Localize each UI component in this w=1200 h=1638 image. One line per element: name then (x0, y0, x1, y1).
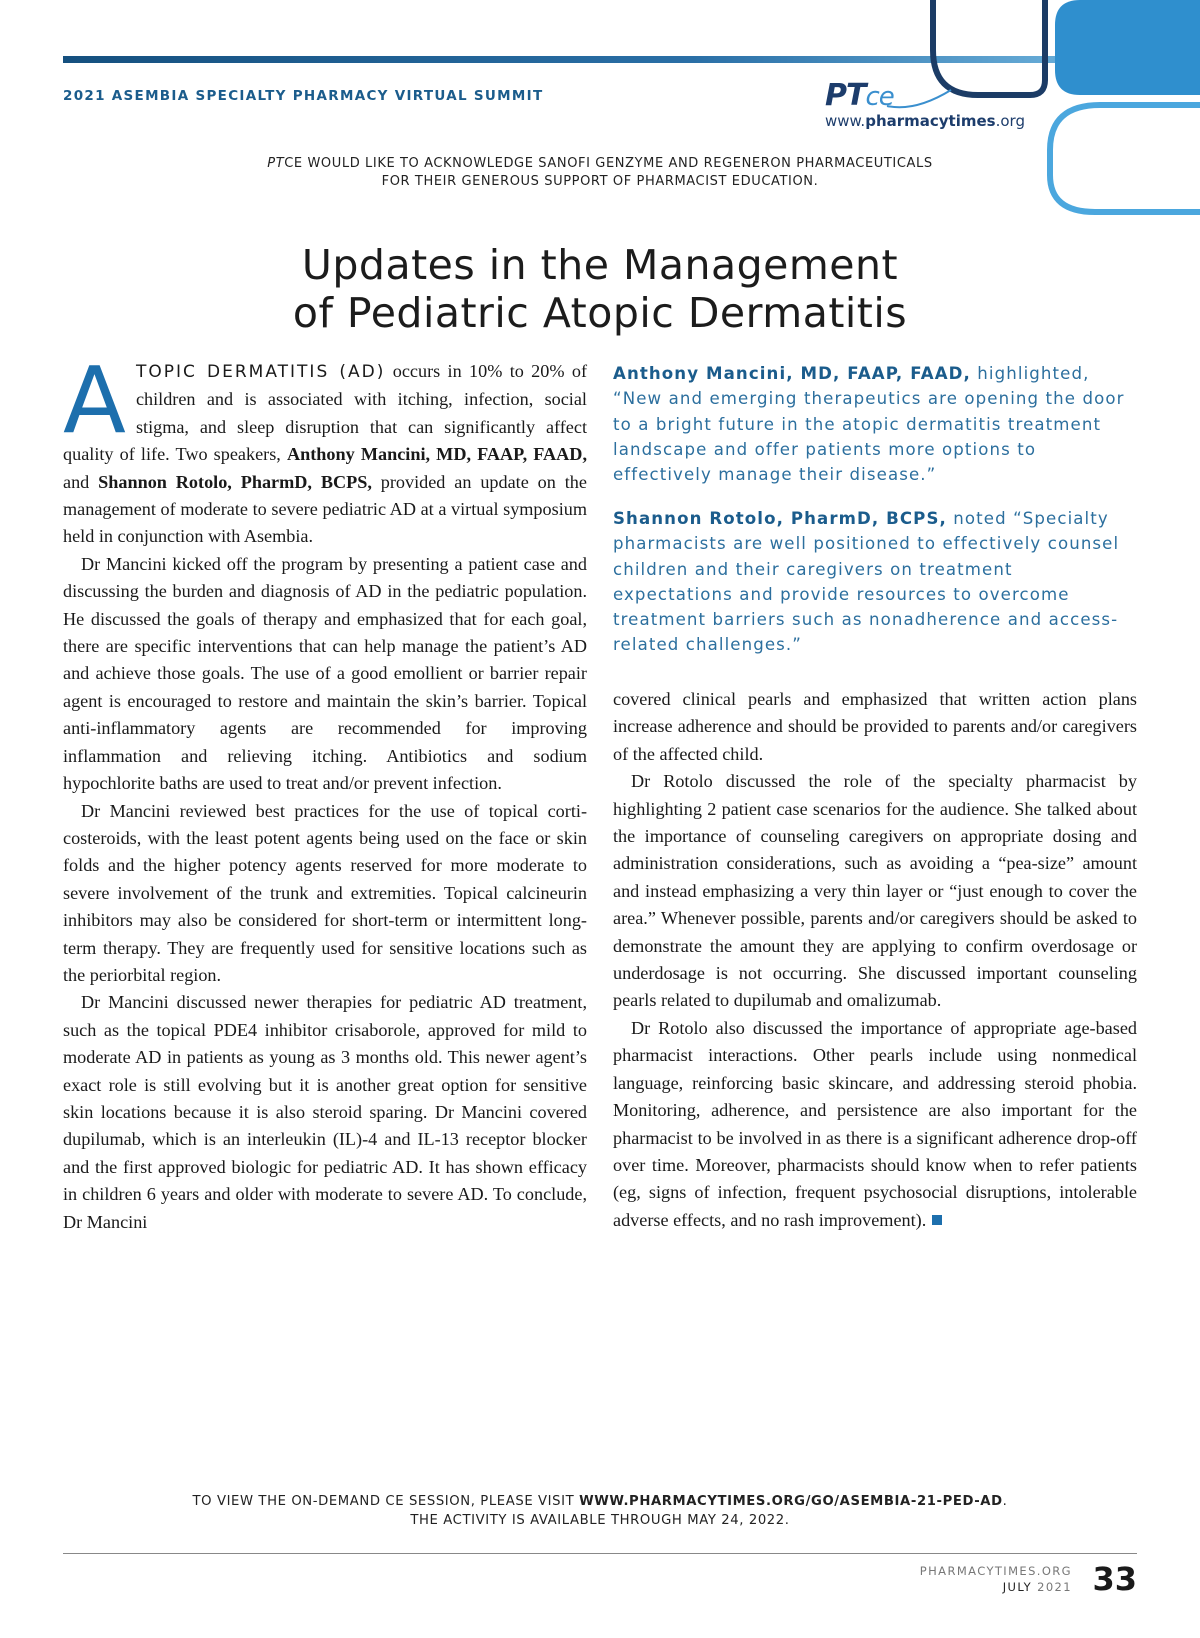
article-column-right (613, 686, 1137, 1234)
intro-text-a: occurs in 10% to 20% of children and is associated with itching, infection, social stigma, and sleep disruption that can significantly affect quality of life. Two speakers, (63, 361, 588, 465)
ce-session-line-2: THE ACTIVITY IS AVAILABLE THROUGH MAY 24, 2022. (410, 1513, 790, 1528)
ce-session-note (0, 1492, 1200, 1530)
ce-session-line-1 (0, 1492, 1200, 1511)
acknowledgment-line-1-text: CE WOULD LIKE TO ACKNOWLEDGE SANOFI GENZYME AND REGENERON PHARMACEUTICALS (284, 156, 933, 171)
folio-date (1003, 1580, 1072, 1594)
acknowledgment-line-1 (0, 155, 1200, 173)
intro-text-c: provided an update on the management of moderate to severe pediatric AD at a virtual symposium held in conjunction with Asembia. (63, 471, 587, 547)
drop-cap: A (63, 347, 126, 454)
logo-swoosh-icon (885, 88, 955, 110)
pullquote-text: noted “Specialty pharmacists are well positioned to effectively counsel children and their caregivers on treatment expectations and provide resources to overcome treatment barriers such as nonadherence and access-related challenges.” (613, 509, 1120, 655)
title-line-1: Updates in the Management (301, 241, 899, 290)
lead-in: TOPIC DERMATITIS (AD) (135, 362, 386, 382)
pullquote-rotolo (613, 506, 1133, 658)
paragraph-final (613, 1015, 1137, 1234)
speaker-name-1: Anthony Mancini, MD, FAAP, FAAD, (286, 444, 587, 465)
logo-pt: PT (825, 78, 866, 113)
logo-url-suffix: .org (995, 112, 1025, 130)
paragraph: Dr Rotolo discussed the role of the specialty pharmacist by highlighting 2 patient case scenarios for the audience. She talked about the importance of counseling caregivers on appropriate dosing and administration considerations, such as avoiding a “pea-size” amount and instead emphasizing a very thin layer or “just enough to cover the area.” Whenever possible, parents and/or caregivers should be asked to demonstrate the amount they are applying to confirm overdosage or underdosage is not occurring. She discussed important counseling pearls related to dupilumab and omalizumab. (613, 771, 1137, 1011)
acknowledgment-line-2: FOR THEIR GENEROUS SUPPORT OF PHARMACIST EDUCATION. (381, 174, 819, 189)
folio-month: JULY (1002, 1580, 1033, 1594)
ptce-logo (825, 78, 1035, 138)
paragraph: Dr Mancini reviewed best practices for the use of topical corticosteroids, with the least potent agents being used on the face or skin folds and the higher potency agents reserved for more moderate to severe involvement of the trunk and extremities. Topical calcineurin inhibitors may also be considered for short-term or intermittent long-term therapy. They are frequently used for sensitive locations such as the periorbital region. (63, 800, 587, 985)
logo-url (825, 112, 1025, 130)
pullquote-speaker: Shannon Rotolo, PharmD, BCPS, (613, 509, 947, 528)
title-line-2: of Pediatric Atopic Dermatitis (292, 289, 908, 338)
intro-text-b: and (63, 471, 99, 492)
acknowledgment-brand: PT (267, 156, 285, 171)
paragraph-intro (63, 347, 588, 551)
summit-label: 2021 ASEMBIA SPECIALTY PHARMACY VIRTUAL SUMMIT (63, 88, 544, 104)
ce-session-end: . (1002, 1494, 1008, 1509)
speaker-name-2: Shannon Rotolo, PharmD, BCPS, (98, 471, 372, 492)
pullquote-text: highlighted, “New and emerging therapeutics are opening the door to a bright future in the atopic dermatitis treatment landscape and offer patients more options to effectively manage their disease.” (613, 364, 1125, 485)
ce-session-link[interactable]: WWW.PHARMACYTIMES.ORG/GO/ASEMBIA-21-PED-AD (579, 1494, 1003, 1509)
logo-url-bold: pharmacytimes (865, 112, 996, 130)
article-column-left (63, 347, 588, 1236)
folio-year: 2021 (1037, 1580, 1072, 1594)
article-title (0, 241, 1200, 337)
page-number: 33 (1092, 1560, 1137, 1598)
paragraph: Dr Mancini discussed newer therapies for pediatric AD treatment, such as the topical PDE4 inhibitor crisaborole, approved for mild to moderate AD in patients as young as 3 months old. This newer agent’s exact role is still evolving but it is another great option for sensitive skin locations because it is also steroid sparing. Dr Mancini covered dupilumab, which is an interleukin (IL)-4 and IL-13 receptor blocker and the first approved biologic for pediatric AD. It has shown efficacy in children 6 years and older with moderate to severe AD. To conclude, Dr Mancini (63, 992, 587, 1232)
logo-ce: ce (865, 82, 894, 112)
paragraph: Dr Mancini kicked off the program by presenting a patient case and discussing the burden and diagnosis of AD in the pediatric population. He discussed the goals of therapy and emphasized that for each goal, there are specific interventions that can help manage the patient’s AD and achieve those goals. The use of a good emollient or barrier repair agent is encouraged to restore and maintain the skin’s barrier. Topical anti-inflammatory agents are recommended for improving inflammation and relieving itching. Antibiotics and sodium hypochlorite baths are used to treat and/or prevent infection. (63, 553, 587, 794)
pullquote-mancini (613, 361, 1133, 487)
logo-url-prefix: www. (825, 112, 866, 130)
paragraph: covered clinical pearls and emphasized that written action plans increase adherence and should be provided to parents and/or caregivers of the affected child. (613, 689, 1137, 764)
acknowledgment (0, 155, 1200, 191)
end-mark-icon (932, 1215, 942, 1225)
pullquote-speaker: Anthony Mancini, MD, FAAP, FAAD, (613, 364, 971, 383)
footer-rule (63, 1553, 1137, 1554)
ce-session-text: TO VIEW THE ON-DEMAND CE SESSION, PLEASE VISIT (192, 1494, 580, 1509)
final-text: Dr Rotolo also discussed the importance of appropriate age-based pharmacist interactions. Other pearls include using nonmedical language, reinforcing basic skincare, and addressing steroid phobia. Monitoring, adherence, and persistence are also important for the pharmacist to be involved in as there is a significant adherence drop-off over time. Moreover, pharmacists should know when to refer patients (eg, signs of infection, frequent psychosocial disruptions, intolerable adverse effects, and no rash improvement). (613, 1017, 1137, 1230)
folio-site: PHARMACYTIMES.ORG (919, 1564, 1072, 1578)
logo-mark (825, 78, 894, 113)
